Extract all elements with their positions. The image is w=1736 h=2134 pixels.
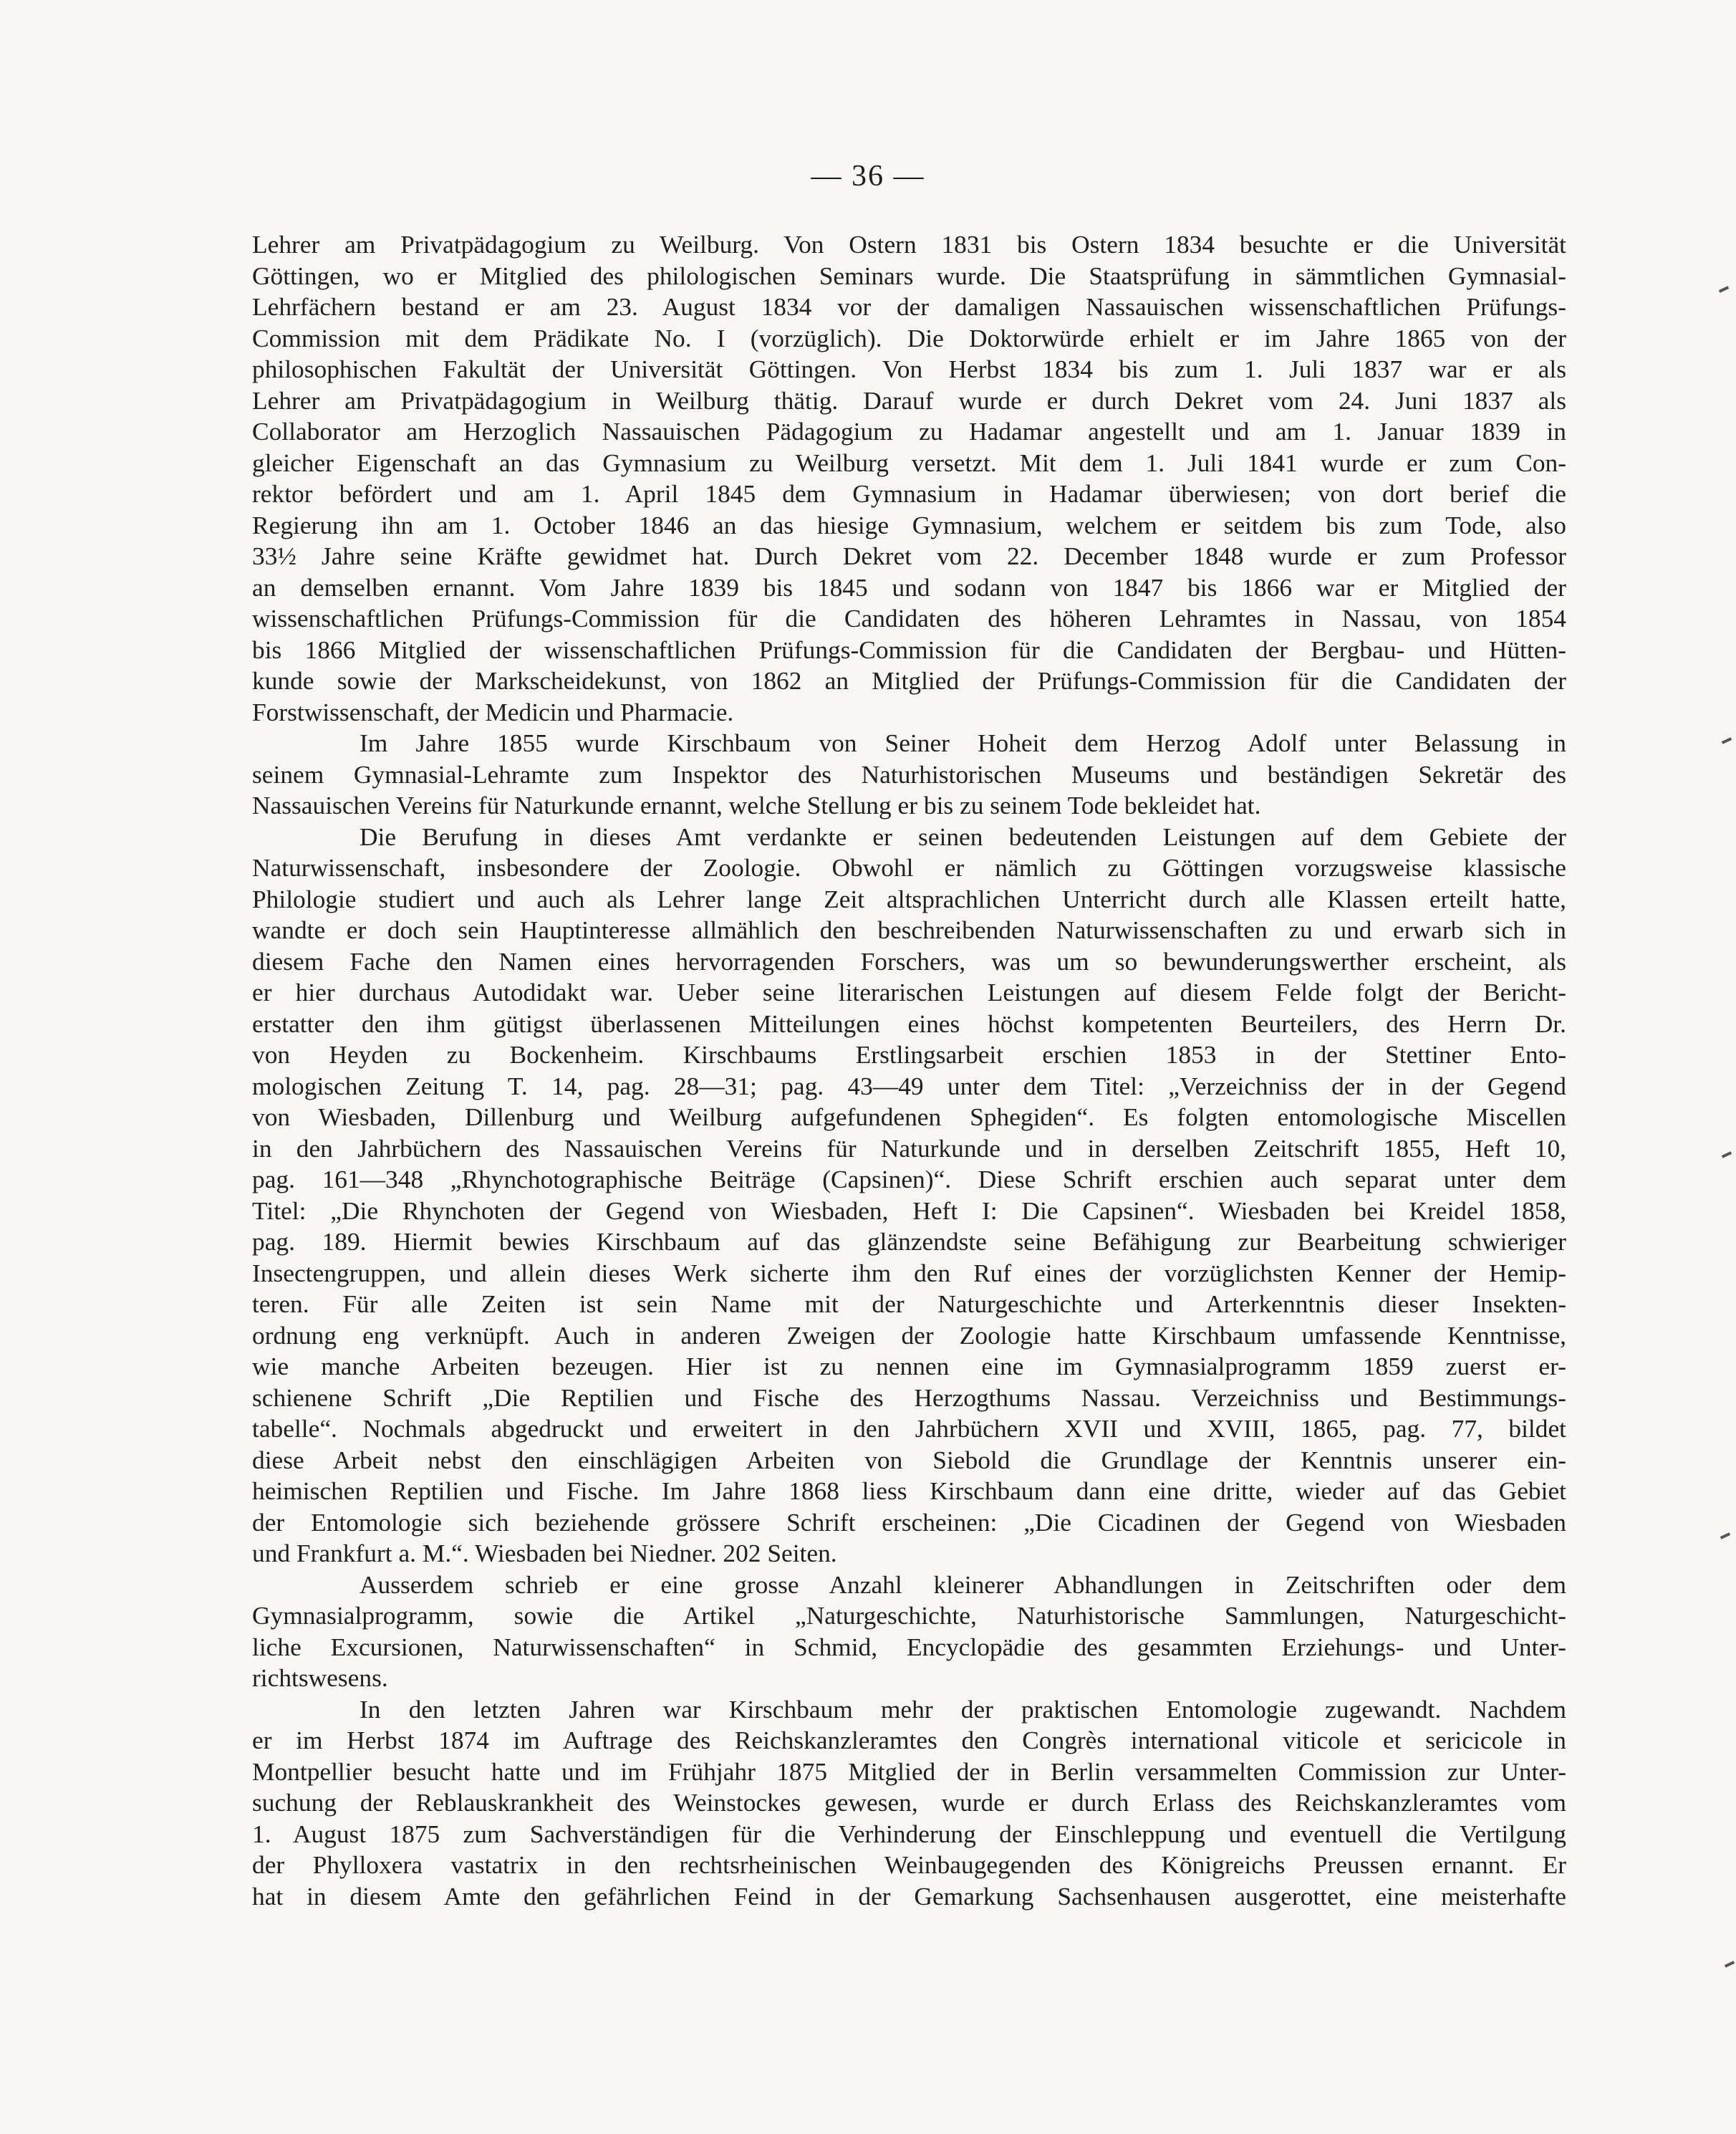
text-line: Forstwissenschaft, der Medicin und Pharmacie. [252,697,734,726]
text-line: wissenschaftlichen Prüfungs-Commission für die Candidaten des höheren Lehramtes in Nassau, von 1854 [252,604,1566,633]
text-line: der Phylloxera vastatrix in den rechtsrheinischen Weinbaugegenden des Königreichs Preussen ernannt. Er [252,1850,1566,1879]
text-line: hat in diesem Amte den gefährlichen Feind in der Gemarkung Sachsenhausen ausgerottet, eine meisterhafte [252,1881,1566,1910]
text-line: Im Jahre 1855 wurde Kirschbaum von Seiner Hoheit dem Herzog Adolf unter Belassung in [360,729,1566,757]
text-line: ordnung eng verknüpft. Auch in anderen Zweigen der Zoologie hatte Kirschbaum umfassende Kenntnisse, [252,1320,1566,1350]
text-line: bis 1866 Mitglied der wissenschaftlichen Prüfungs-Commission für die Candidaten der Bergbau- und Hütten- [252,635,1566,664]
text-line: erstatter den ihm gütigst überlassenen Mitteilungen eines höchst kompetenten Beurteilers, des Herrn Dr. [252,1009,1566,1038]
paragraph [252,1570,1566,1694]
text-line: schienene Schrift „Die Reptilien und Fische des Herzogthums Nassau. Verzeichniss und Bestimmungs- [252,1383,1566,1412]
scan-mark [1719,286,1729,293]
text-line: der Entomologie sich beziehende grössere Schrift erscheinen: „Die Cicadinen der Gegend von Wiesbaden [252,1507,1566,1537]
text-line: an demselben ernannt. Vom Jahre 1839 bis 1845 und sodann von 1847 bis 1866 war er Mitglied der [252,572,1566,602]
text-line: liche Excursionen, Naturwissenschaften“ in Schmid, Encyclopädie des gesammten Erziehungs- und Unter- [252,1632,1566,1661]
text-line: Titel: „Die Rhynchoten der Gegend von Wiesbaden, Heft I: Die Capsinen“. Wiesbaden bei Kreidel 1858, [252,1196,1566,1225]
text-line: Die Berufung in dieses Amt verdankte er seinen bedeutenden Leistungen auf dem Gebiete der [360,822,1566,851]
text-line: rektor befördert und am 1. April 1845 dem Gymnasium in Hadamar überwiesen; von dort berief die [252,479,1566,508]
paragraph [252,728,1566,822]
text-line: Regierung ihn am 1. October 1846 an das hiesige Gymnasium, welchem er seitdem bis zum Tode, also [252,510,1566,539]
scan-mark [1725,1961,1735,1968]
text-line: Insectengruppen, und allein dieses Werk sicherte ihm den Ruf eines der vorzüglichsten Kenner der Hemip- [252,1258,1566,1287]
text-line: richtswesens. [252,1663,388,1692]
text-line: 1. August 1875 zum Sachverständigen für die Verhinderung der Einschleppung und eventuell die Vertilgung [252,1819,1566,1848]
text-line: Naturwissenschaft, insbesondere der Zoologie. Obwohl er nämlich zu Göttingen vorzugsweise klassische [252,853,1566,882]
text-line: er im Herbst 1874 im Auftrage des Reichskanzleramtes den Congrès international viticole et sericicole in [252,1726,1566,1754]
text-line: Lehrer am Privatpädagogium zu Weilburg. Von Ostern 1831 bis Ostern 1834 besuchte er die Universität [252,230,1566,259]
text-line: suchung der Reblauskrankheit des Weinstockes gewesen, wurde er durch Erlass des Reichskanzleramtes vom [252,1788,1566,1817]
text-line: er hier durchaus Autodidakt war. Ueber seine literarischen Leistungen auf diesem Felde folgt der Bericht- [252,978,1566,1006]
page-number: — 36 — [811,160,925,193]
text-line: Ausserdem schrieb er eine grosse Anzahl kleinerer Abhandlungen in Zeitschriften oder dem [360,1570,1566,1599]
text-line: seinem Gymnasial-Lehramte zum Inspektor des Naturhistorischen Museums und beständigen Sekretär des [252,759,1566,789]
text-line: Philologie studiert und auch als Lehrer lange Zeit altsprachlichen Unterricht durch alle Klassen erteilt hatte, [252,884,1566,913]
text-line: tabelle“. Nochmals abgedruckt und erweitert in den Jahrbüchern XVII und XVIII, 1865, pag. 77, bildet [252,1414,1566,1443]
text-line: diese Arbeit nebst den einschlägigen Arbeiten von Siebold die Grundlage der Kenntnis unserer ein- [252,1445,1566,1474]
text-line: mologischen Zeitung T. 14, pag. 28—31; pag. 43—49 unter dem Titel: „Verzeichniss der in der Gegend [252,1071,1566,1100]
paragraph [252,229,1566,728]
paragraph [252,1694,1566,1913]
text-line: in den Jahrbüchern des Nassauischen Vereins für Naturkunde und in derselben Zeitschrift 1855, Heft 10, [252,1133,1566,1163]
scan-mark [1722,737,1732,744]
text-line: Lehrfächern bestand er am 23. August 1834 vor der damaligen Nassauischen wissenschaftlichen Prüfungs- [252,292,1566,321]
text-line: gleicher Eigenschaft an das Gymnasium zu Weilburg versetzt. Mit dem 1. Juli 1841 wurde er zum Con- [252,448,1566,477]
paragraph [252,822,1566,1570]
text-line: pag. 189. Hiermit bewies Kirschbaum auf das glänzendste seine Befähigung zur Bearbeitung schwieriger [252,1227,1566,1256]
scan-mark [1720,1532,1730,1539]
text-line: Göttingen, wo er Mitglied des philologischen Seminars wurde. Die Staatsprüfung in sämmtlichen Gymnasial- [252,261,1566,290]
text-line: von Wiesbaden, Dillenburg und Weilburg aufgefundenen Sphegiden“. Es folgten entomologische Miscellen [252,1102,1566,1131]
text-line: 33½ Jahre seine Kräfte gewidmet hat. Durch Dekret vom 22. December 1848 wurde er zum Professor [252,542,1566,570]
text-line: wie manche Arbeiten bezeugen. Hier ist zu nennen eine im Gymnasialprogramm 1859 zuerst er- [252,1352,1566,1380]
body-text [252,229,1566,1912]
text-line: heimischen Reptilien und Fische. Im Jahre 1868 liess Kirschbaum dann eine dritte, wieder auf das Gebiet [252,1476,1566,1505]
text-line: teren. Für alle Zeiten ist sein Name mit der Naturgeschichte und Arterkenntnis dieser Insekten- [252,1289,1566,1318]
text-line: diesem Fache den Namen eines hervorragenden Forschers, was um so bewunderungswerther erscheint, als [252,946,1566,976]
text-line: Montpellier besucht hatte und im Frühjahr 1875 Mitglied der in Berlin versammelten Commission zur Unter- [252,1756,1566,1786]
text-line: Collaborator am Herzoglich Nassauischen Pädagogium zu Hadamar angestellt und am 1. Januar 1839 in [252,417,1566,446]
text-line: von Heyden zu Bockenheim. Kirschbaums Erstlingsarbeit erschien 1853 in der Stettiner Ento- [252,1040,1566,1069]
text-line: Nassauischen Vereins für Naturkunde ernannt, welche Stellung er bis zu seinem Tode bekleidet hat. [252,791,1261,820]
text-line: Commission mit dem Prädikate No. I (vorzüglich). Die Doktorwürde erhielt er im Jahre 1865 von der [252,323,1566,352]
text-line: Lehrer am Privatpädagogium in Weilburg thätig. Darauf wurde er durch Dekret vom 24. Juni 1837 als [252,385,1566,415]
text-line: und Frankfurt a. M.“. Wiesbaden bei Niedner. 202 Seiten. [252,1539,837,1567]
text-line: Gymnasialprogramm, sowie die Artikel „Naturgeschichte, Naturhistorische Sammlungen, Naturgeschicht- [252,1601,1566,1630]
scan-mark [1722,1151,1732,1158]
text-line: wandte er doch sein Hauptinteresse allmählich den beschreibenden Naturwissenschaften zu und erwarb sich in [252,915,1566,944]
text-line: kunde sowie der Markscheidekunst, von 1862 an Mitglied der Prüfungs-Commission für die Candidaten der [252,666,1566,695]
text-line: philosophischen Fakultät der Universität Göttingen. Von Herbst 1834 bis zum 1. Juli 1837 war er als [252,355,1566,383]
text-line: pag. 161—348 „Rhynchotographische Beiträge (Capsinen)“. Diese Schrift erschien auch separat unter dem [252,1165,1566,1193]
text-line: In den letzten Jahren war Kirschbaum mehr der praktischen Entomologie zugewandt. Nachdem [360,1694,1566,1724]
